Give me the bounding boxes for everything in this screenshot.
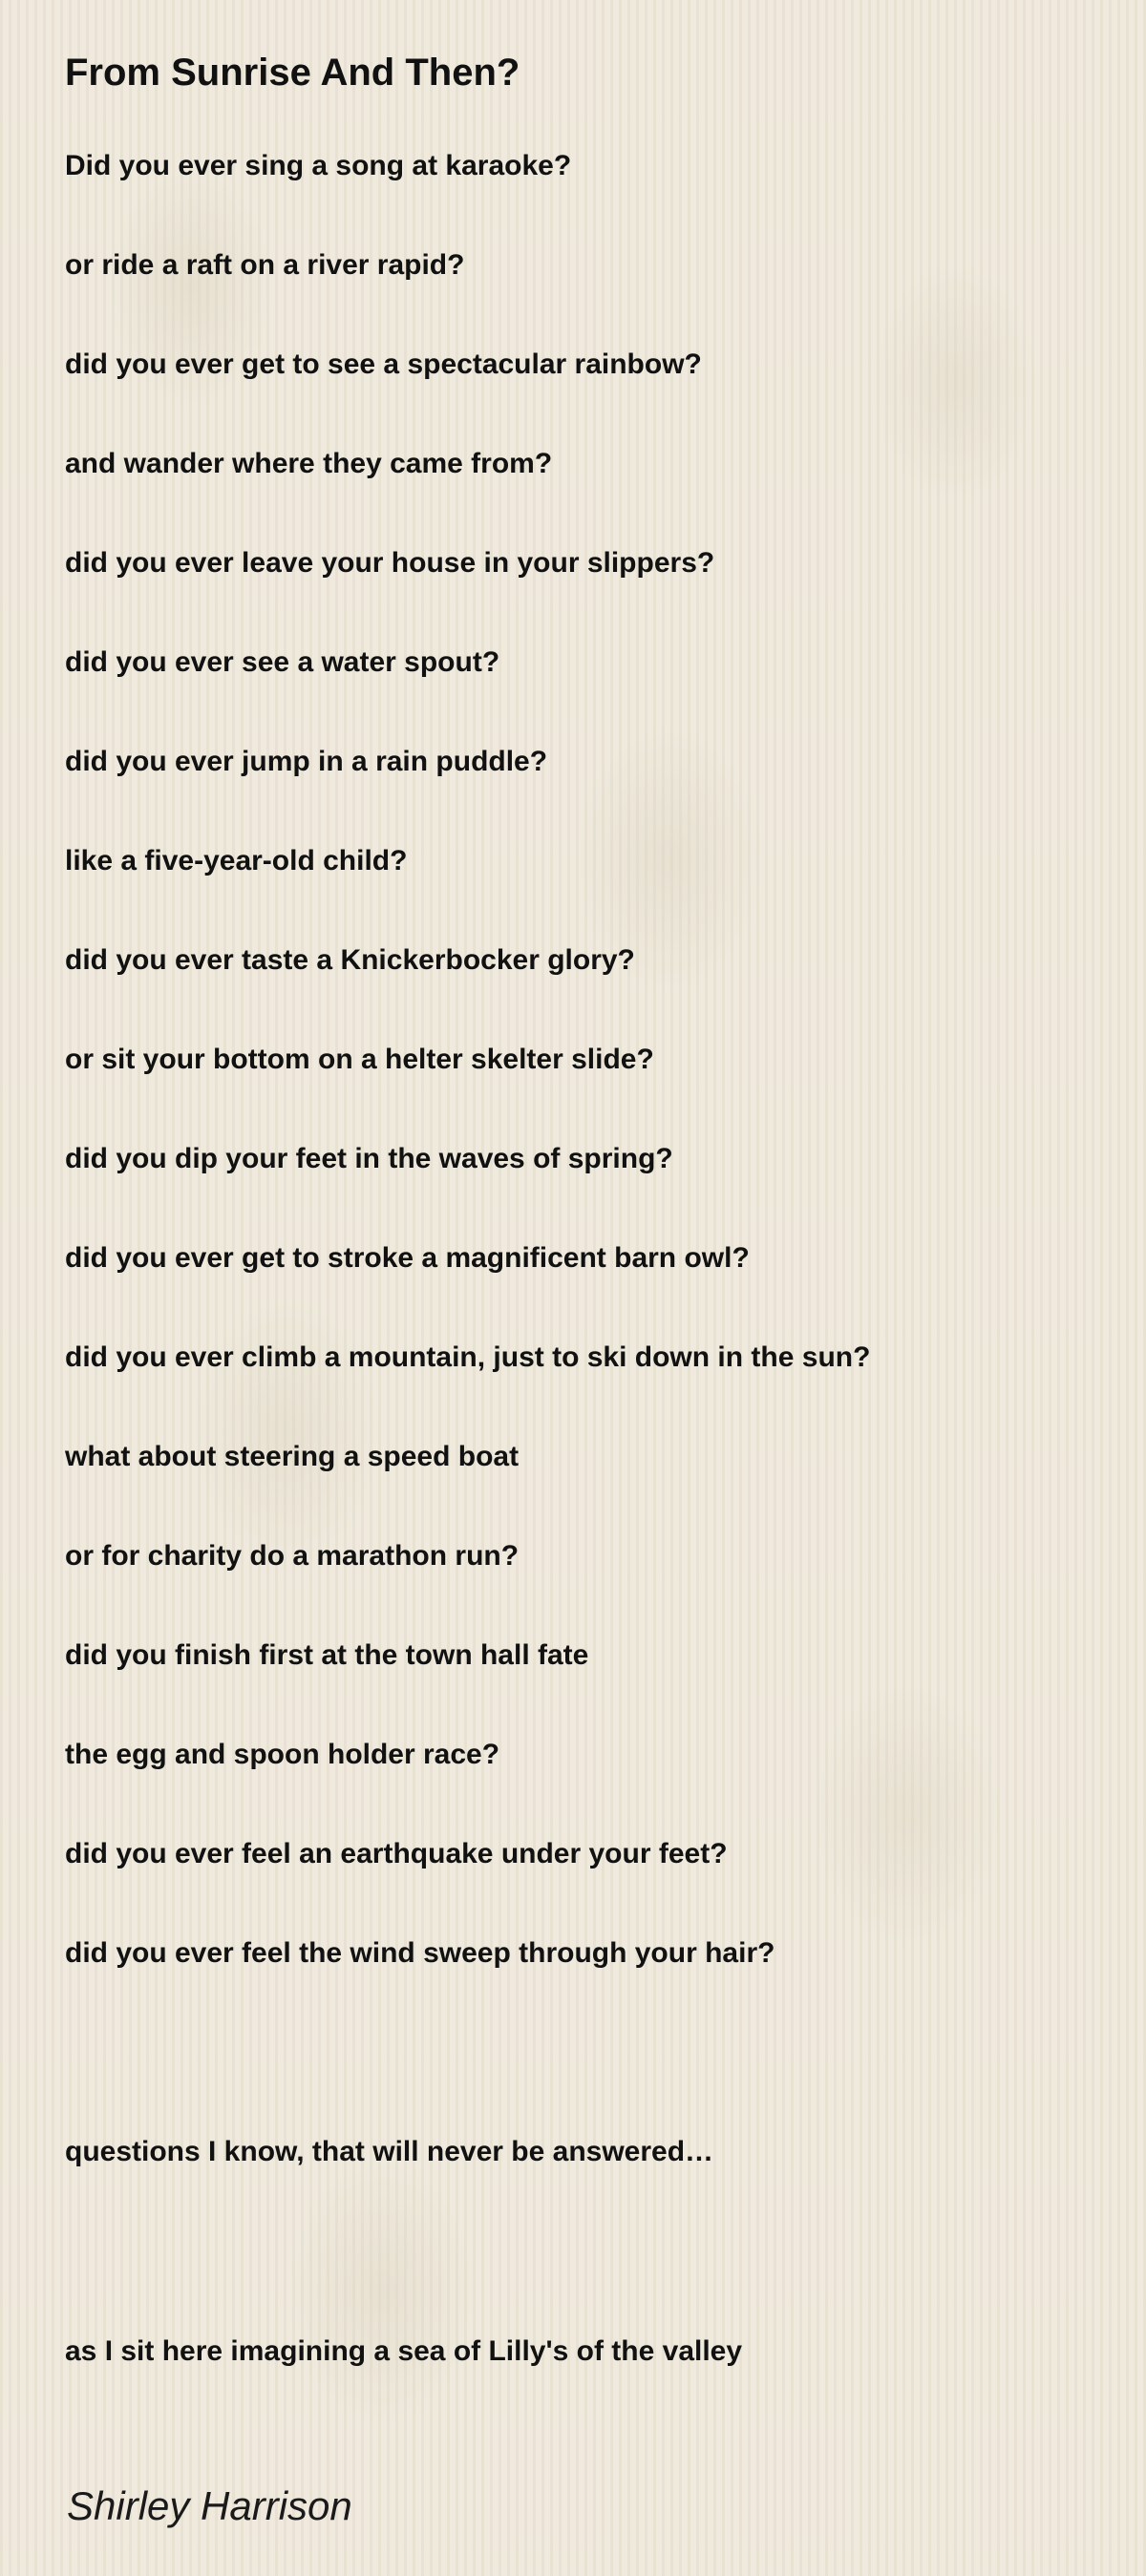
poem-author: Shirley Harrison bbox=[67, 2483, 352, 2528]
poem-line: did you ever climb a mountain, just to ski down in the sun? bbox=[65, 1341, 871, 1373]
poem-line: as I sit here imagining a sea of Lilly's of the valley bbox=[65, 2335, 743, 2367]
poem-line: and wander where they came from? bbox=[65, 448, 553, 479]
poem-line: did you ever jump in a rain puddle? bbox=[65, 746, 548, 777]
poem-line: or for charity do a marathon run? bbox=[65, 1540, 520, 1572]
poem-line: did you ever see a water spout? bbox=[65, 646, 500, 678]
poem-line: questions I know, that will never be answered… bbox=[65, 2136, 714, 2167]
poem-line: or sit your bottom on a helter skelter slide? bbox=[65, 1044, 654, 1075]
poem-line: or ride a raft on a river rapid? bbox=[65, 249, 465, 281]
poem-line: what about steering a speed boat bbox=[65, 1441, 520, 1472]
poem-line: did you dip your feet in the waves of spring? bbox=[65, 1143, 673, 1174]
poem-line: did you ever get to stroke a magnificent barn owl? bbox=[65, 1242, 750, 1274]
poem-line: did you ever leave your house in your slippers? bbox=[65, 547, 715, 579]
poem-line: did you ever feel the wind sweep through your hair? bbox=[65, 1937, 775, 1969]
poem-title: From Sunrise And Then? bbox=[65, 52, 520, 94]
poem-line: did you ever taste a Knickerbocker glory? bbox=[65, 944, 635, 976]
poem-line: Did you ever sing a song at karaoke? bbox=[65, 150, 572, 181]
poem-line: did you ever feel an earthquake under your feet? bbox=[65, 1838, 728, 1869]
poem-line: did you finish first at the town hall fate bbox=[65, 1639, 589, 1671]
poem-line: the egg and spoon holder race? bbox=[65, 1739, 500, 1770]
poem-line: did you ever get to see a spectacular rainbow? bbox=[65, 348, 702, 380]
poem-line: like a five-year-old child? bbox=[65, 845, 408, 876]
